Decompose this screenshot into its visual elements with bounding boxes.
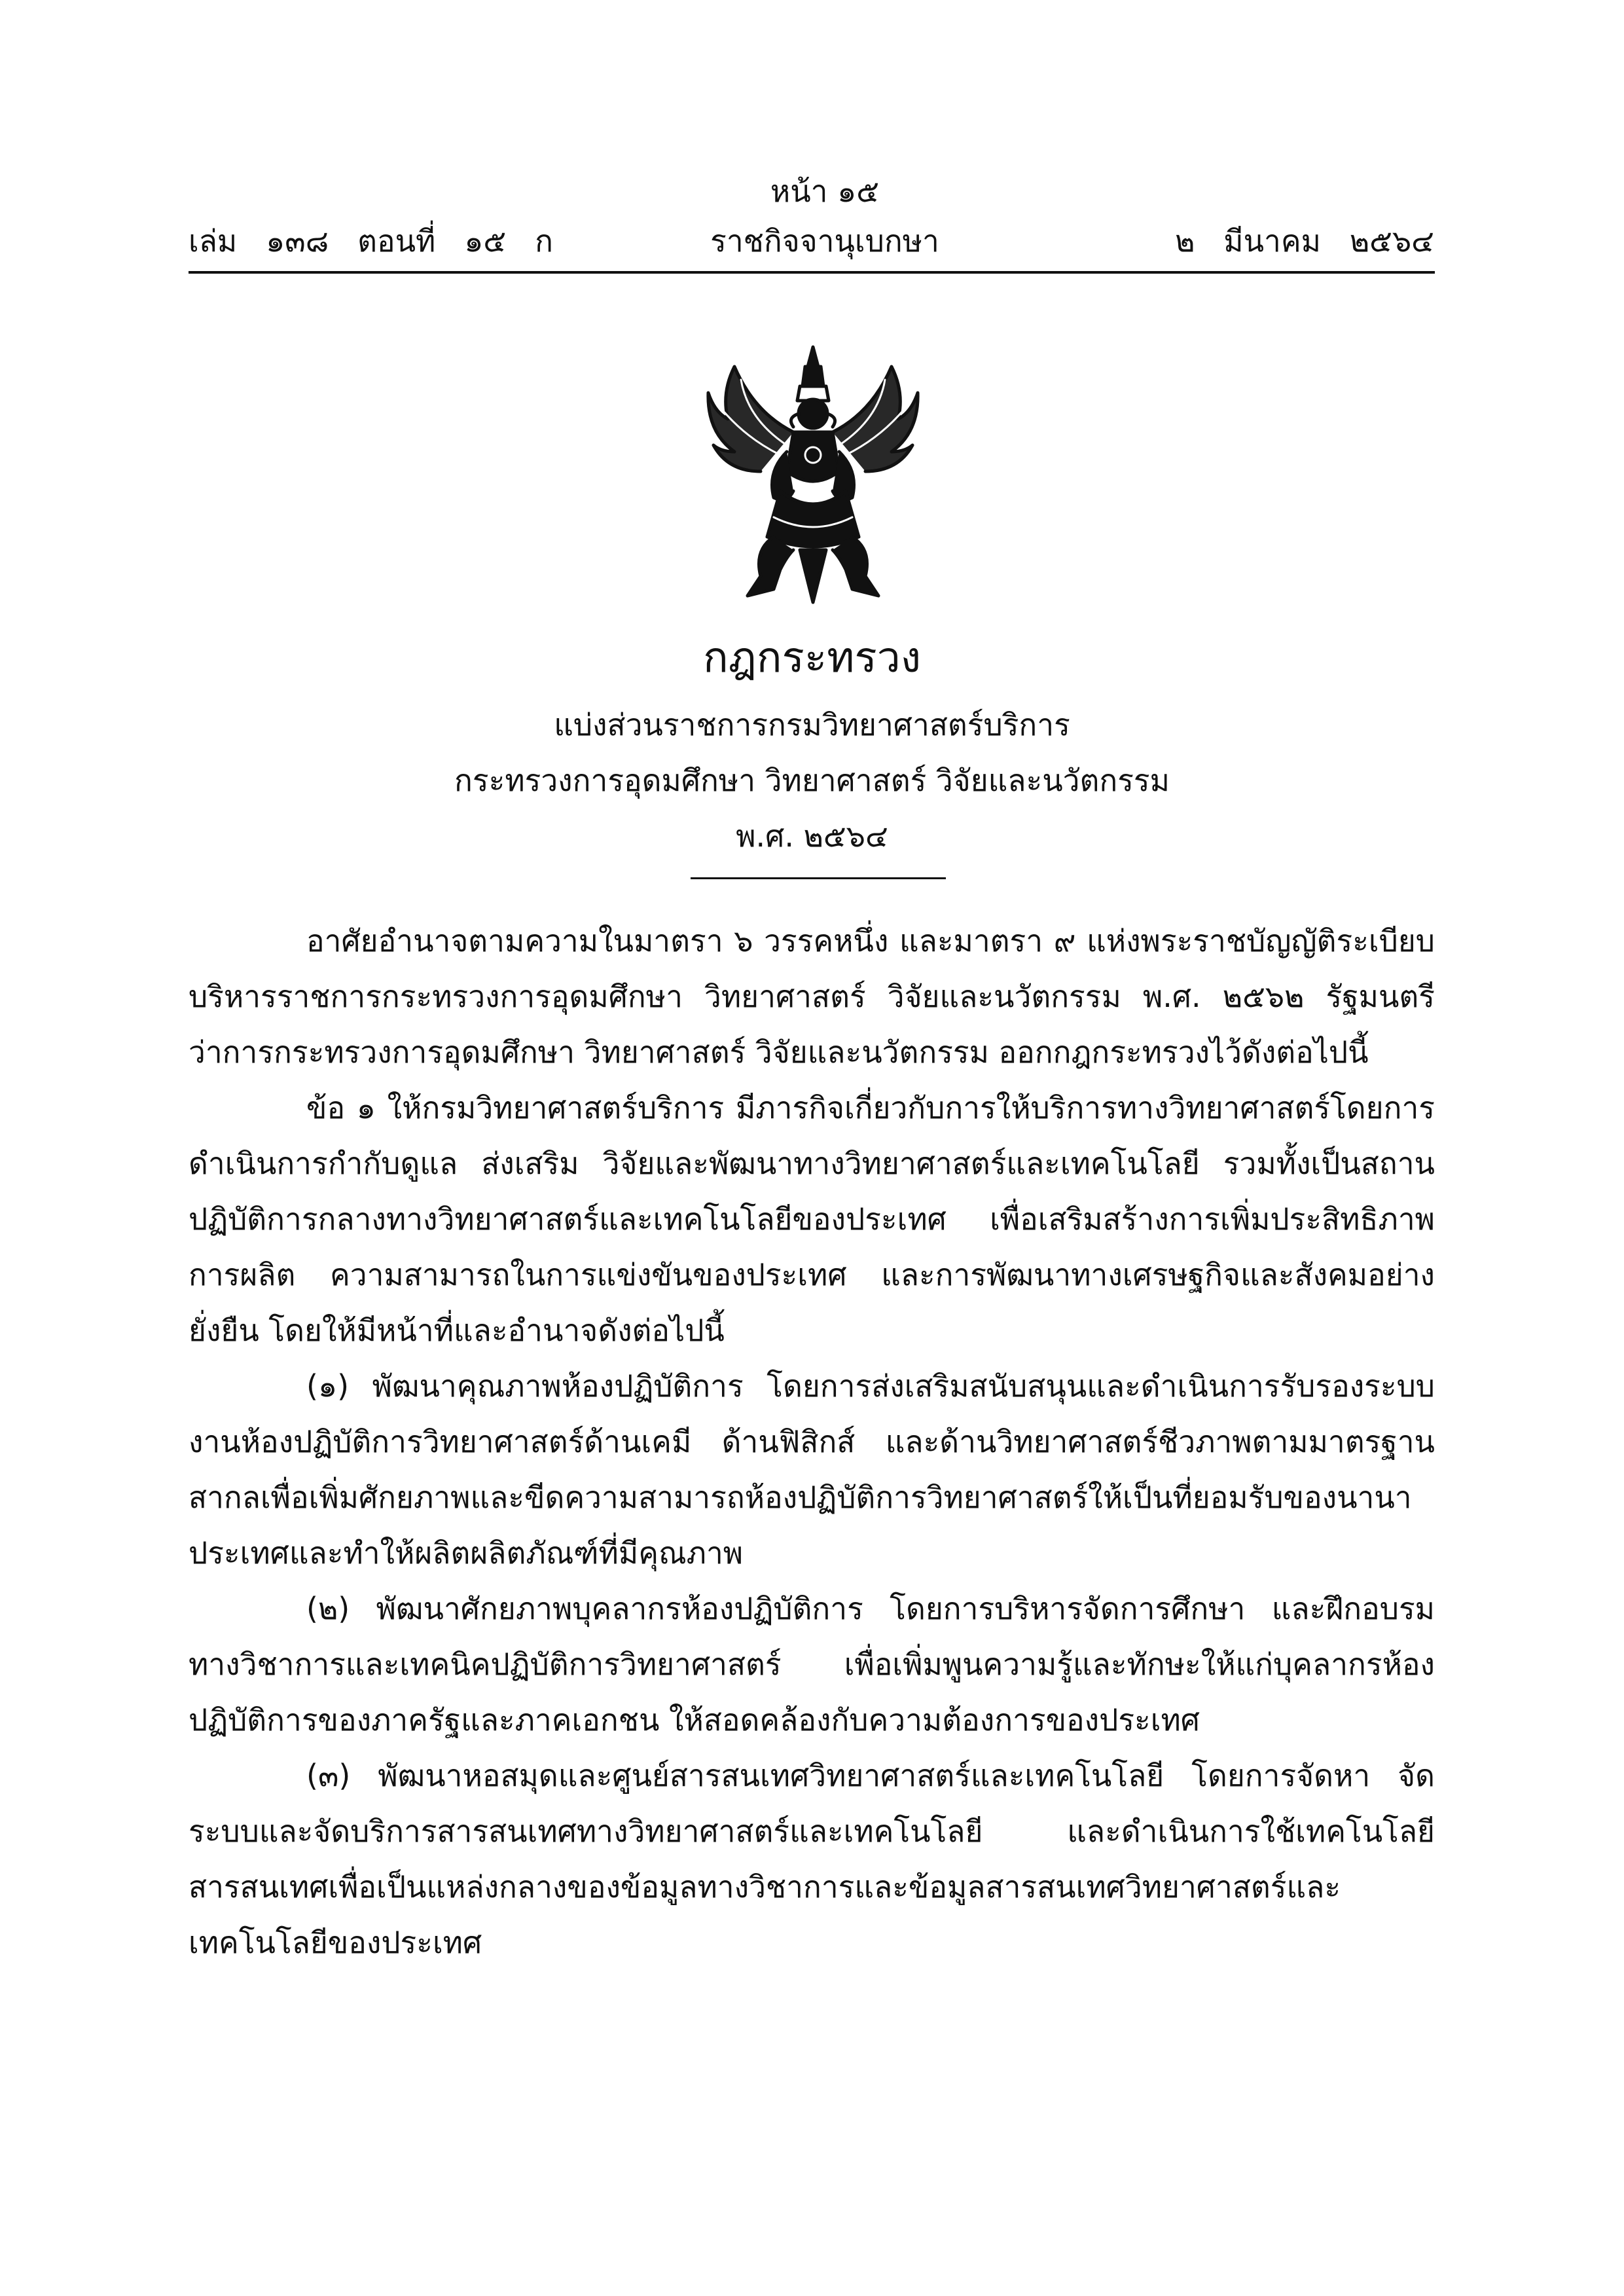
publication-date: ๒ มีนาคม ๒๕๖๔ <box>1175 223 1434 259</box>
item-3-paragraph: (๓) พัฒนาหอสมุดและศูนย์สารสนเทศวิทยาศาสตร์และเทคโนโลยี โดยการจัดหา จัดระบบและจัดบริการสารสนเทศทางวิทยาศาสตร์และเทคโนโลยี และดำเนินการใช้เทคโนโลยีสารสนเทศเพื่อเป็นแหล่งกลางของข้อมูลทางวิชาการและข้อมูลสารสนเทศวิทยาศาสตร์และเทคโนโลยีของประเทศ <box>189 1758 1435 1960</box>
header-divider <box>189 271 1435 274</box>
document-body <box>189 913 1435 1971</box>
volume-issue: เล่ม ๑๓๘ ตอนที่ ๑๕ ก <box>189 223 553 259</box>
page-number: หน้า ๑๕ <box>770 173 880 209</box>
document-title: กฎกระทรวง <box>703 634 921 682</box>
title-divider <box>691 877 946 879</box>
title-line-2: กระทรวงการอุดมศึกษา วิทยาศาสตร์ วิจัยและนวัตกรรม <box>454 763 1170 798</box>
gazette-name: ราชกิจจานุเบกษา <box>710 223 939 259</box>
preamble-paragraph: อาศัยอำนาจตามความในมาตรา ๖ วรรคหนึ่ง และมาตรา ๙ แห่งพระราชบัญญัติระเบียบบริหารราชการกระทรวงการอุดมศึกษา วิทยาศาสตร์ วิจัยและนวัตกรรม พ.ศ. ๒๕๖๒ รัฐมนตรีว่าการกระทรวงการอุดมศึกษา วิทยาศาสตร์ วิจัยและนวัตกรรม ออกกฎกระทรวงไว้ดังต่อไปนี้ <box>189 923 1435 1070</box>
title-year: พ.ศ. ๒๕๖๔ <box>736 818 888 854</box>
garuda-emblem-icon <box>695 340 931 615</box>
item-1-paragraph: (๑) พัฒนาคุณภาพห้องปฏิบัติการ โดยการส่งเสริมสนับสนุนและดำเนินการรับรองระบบงานห้องปฏิบัติการวิทยาศาสตร์ด้านเคมี ด้านฟิสิกส์ และด้านวิทยาศาสตร์ชีวภาพตามมาตรฐานสากลเพื่อเพิ่มศักยภาพและขีดความสามารถห้องปฏิบัติการวิทยาศาสตร์ให้เป็นที่ยอมรับของนานาประเทศและทำให้ผลิตผลิตภัณฑ์ที่มีคุณภาพ <box>189 1368 1435 1571</box>
clause-1-paragraph: ข้อ ๑ ให้กรมวิทยาศาสตร์บริการ มีภารกิจเกี่ยวกับการให้บริการทางวิทยาศาสตร์โดยการดำเนินการกำกับดูแล ส่งเสริม วิจัยและพัฒนาทางวิทยาศาสตร์และเทคโนโลยี รวมทั้งเป็นสถานปฏิบัติการกลางทางวิทยาศาสตร์และเทคโนโลยีของประเทศ เพื่อเสริมสร้างการเพิ่มประสิทธิภาพการผลิต ความสามารถในการแข่งขันของประเทศ และการพัฒนาทางเศรษฐกิจและสังคมอย่างยั่งยืน โดยให้มีหน้าที่และอำนาจดังต่อไปนี้ <box>189 1090 1435 1348</box>
title-line-1: แบ่งส่วนราชการกรมวิทยาศาสตร์บริการ <box>554 707 1070 742</box>
item-2-paragraph: (๒) พัฒนาศักยภาพบุคลากรห้องปฏิบัติการ โดยการบริหารจัดการศึกษา และฝึกอบรมทางวิชาการและเทคนิคปฏิบัติการวิทยาศาสตร์ เพื่อเพิ่มพูนความรู้และทักษะให้แก่บุคลากรห้องปฏิบัติการของภาครัฐและภาคเอกชน ให้สอดคล้องกับความต้องการของประเทศ <box>189 1591 1435 1738</box>
